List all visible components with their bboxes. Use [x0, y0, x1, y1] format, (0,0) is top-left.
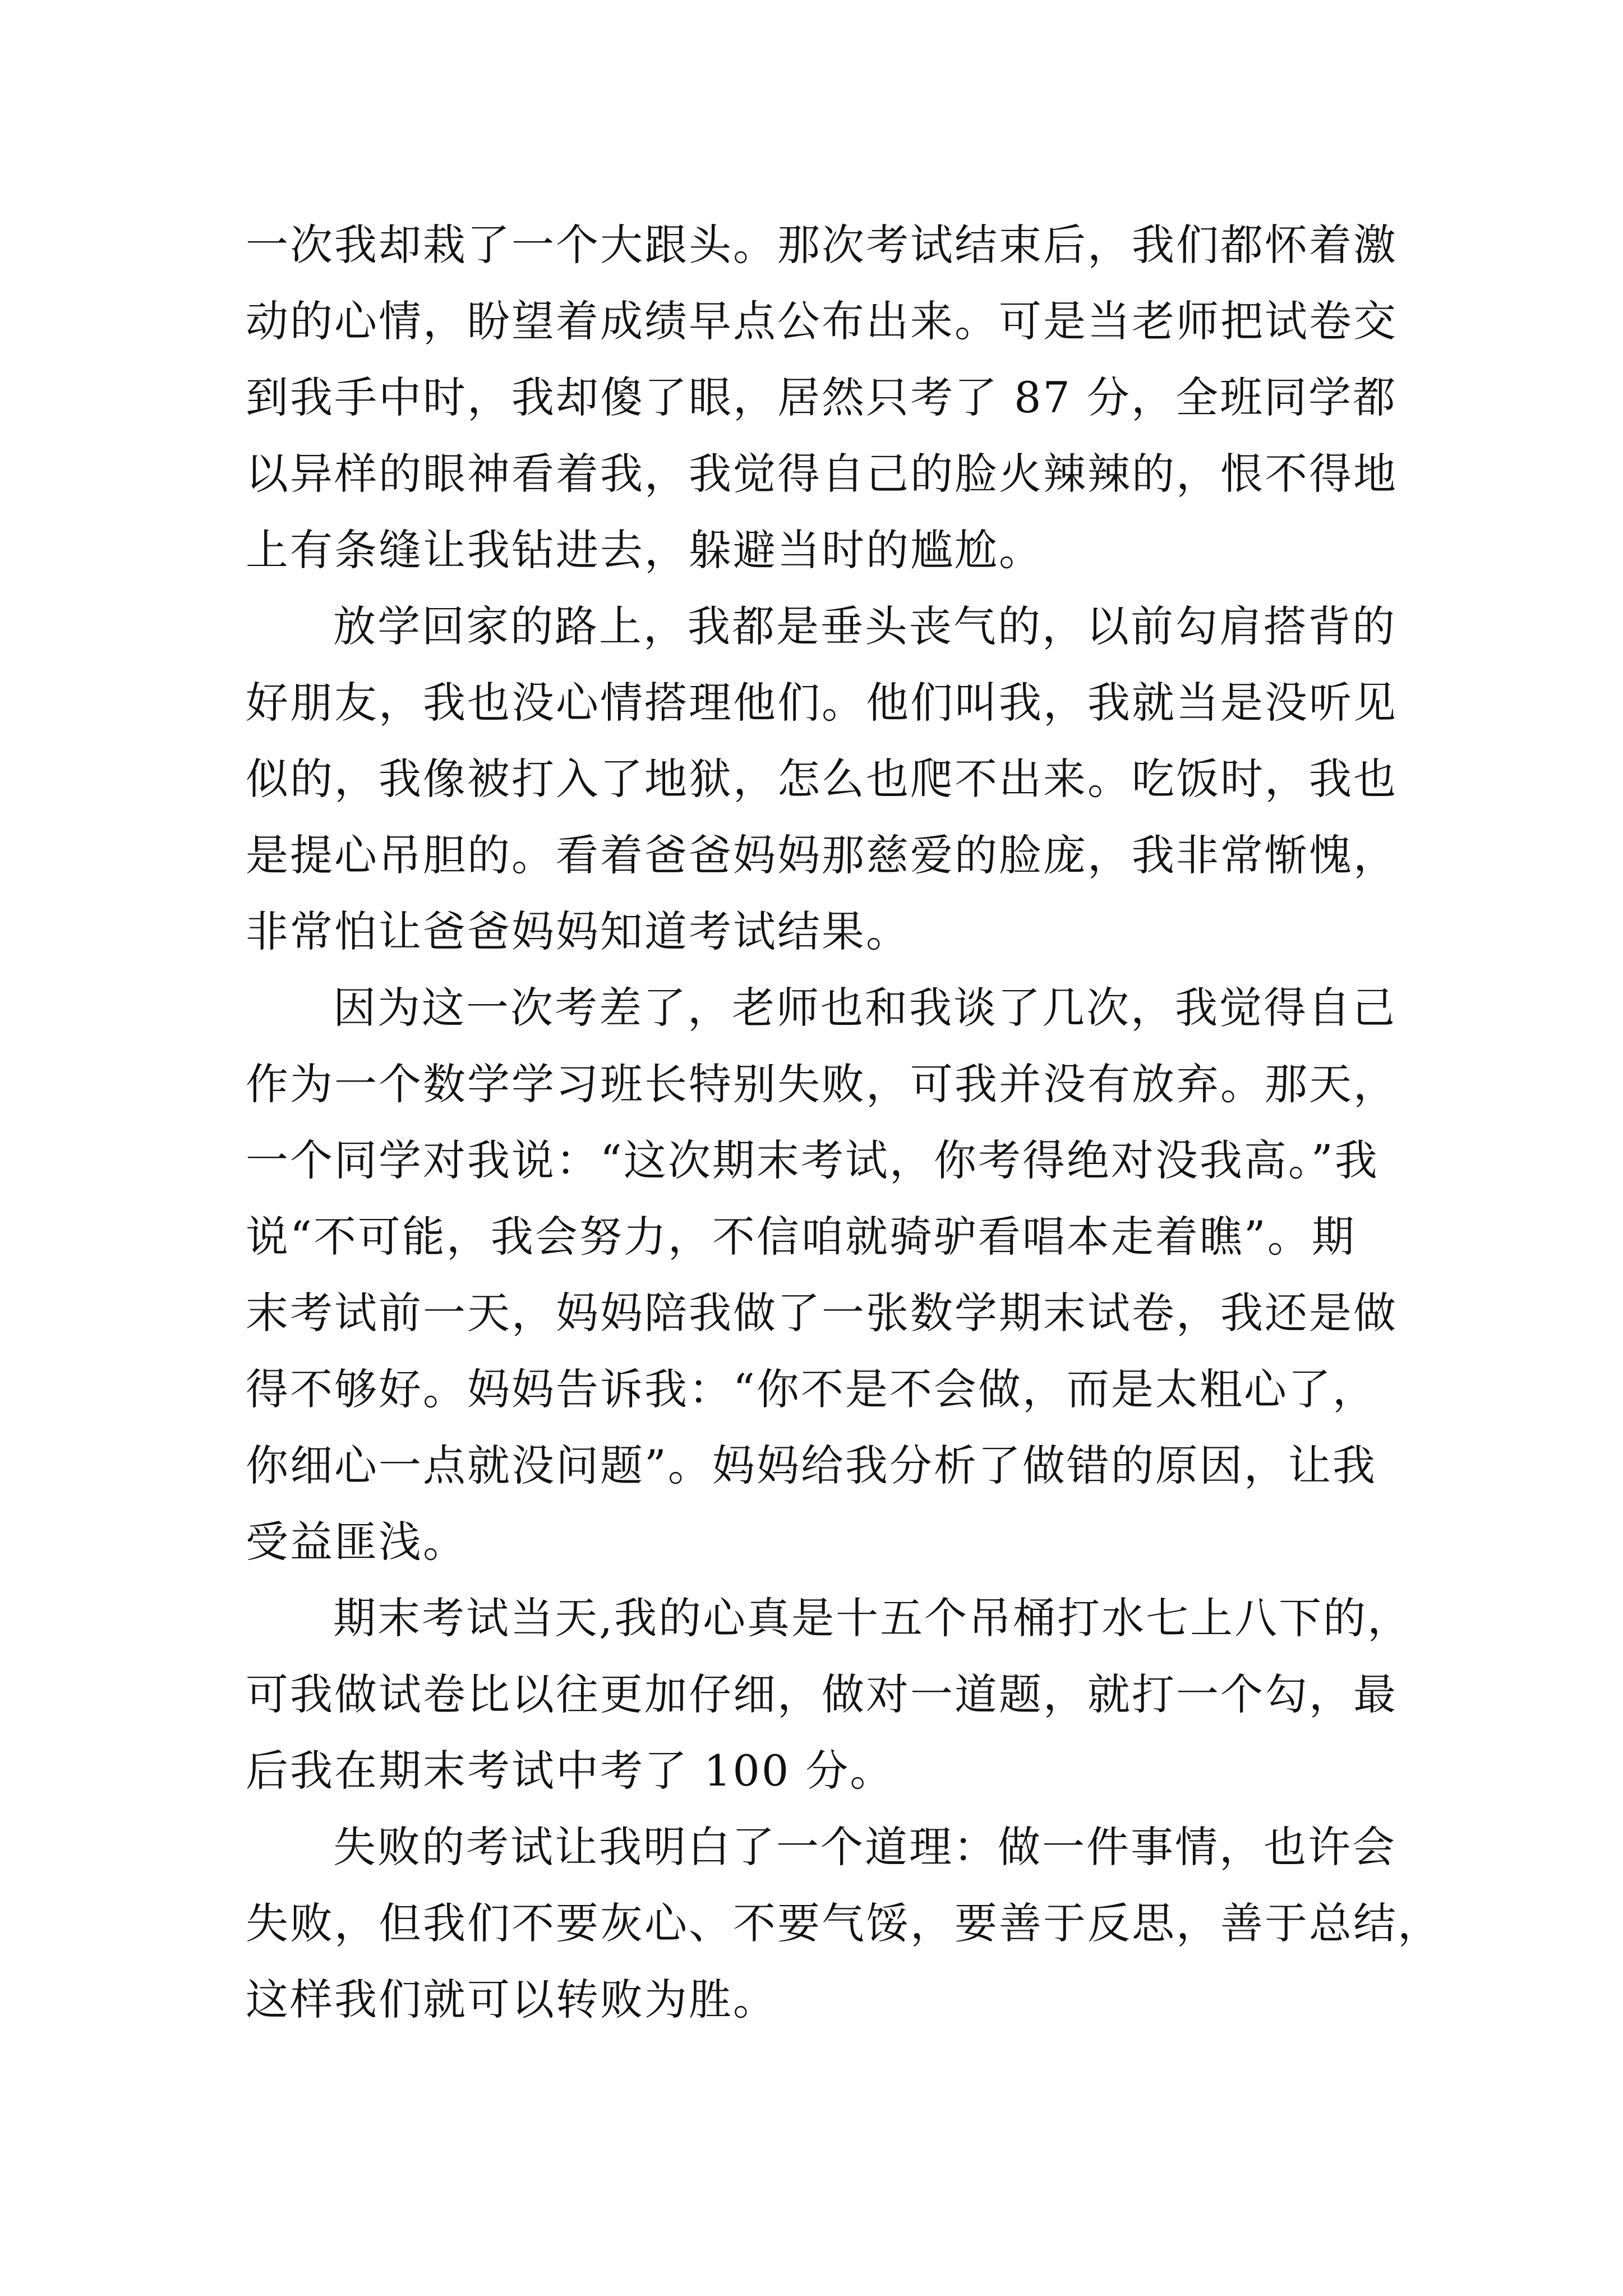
paragraph-3: [246, 970, 1398, 1580]
text-line: 可我做试卷比以往更加仔细，做对一道题，就打一个勾，最: [246, 1669, 1398, 1719]
text-line: 一个同学对我说：“这次期末考试，你考得绝对没我高。”我: [246, 1135, 1379, 1185]
text-line: 失败的考试让我明白了一个道理：做一件事情，也许会: [333, 1822, 1396, 1872]
paragraph-2: [246, 588, 1398, 970]
text-line: 作为一个数学学习班长特别失败，可我并没有放弃。那天，: [246, 1059, 1398, 1109]
text-line: 失败，但我们不要灰心、不要气馁，要善于反思，善于总结，: [246, 1898, 1442, 1948]
paragraph-1: [246, 207, 1398, 588]
text-line: 放学回家的路上，我都是垂头丧气的，以前勾肩搭背的: [333, 601, 1396, 651]
text-line: 是提心吊胆的。看着爸爸妈妈那慈爱的脸庞，我非常惭愧，: [246, 830, 1398, 880]
text-line: 好朋友，我也没心情搭理他们。他们叫我，我就当是没听见: [246, 678, 1398, 728]
text-line: 到我手中时，我却傻了眼，居然只考了 87 分，全班同学都: [246, 372, 1398, 422]
essay-body: [246, 207, 1442, 2038]
text-line: 受益匪浅。: [246, 1517, 467, 1567]
text-line: 以异样的眼神看着我，我觉得自己的脸火辣辣的，恨不得地: [246, 449, 1398, 499]
text-line: 末考试前一天，妈妈陪我做了一张数学期末试卷，我还是做: [246, 1288, 1398, 1338]
paragraph-5: [246, 1809, 1442, 2038]
text-line: 说“不可能，我会努力，不信咱就骑驴看唱本走着瞧”。期: [246, 1212, 1356, 1262]
text-line: 似的，我像被打入了地狱，怎么也爬不出来。吃饭时，我也: [246, 754, 1398, 804]
text-line: 这样我们就可以转败为胜。: [246, 1975, 777, 2024]
text-line: 一次我却栽了一个大跟头。那次考试结束后，我们都怀着激: [246, 220, 1398, 270]
text-line: 得不够好。妈妈告诉我：“你不是不会做，而是太粗心了，: [246, 1364, 1377, 1414]
paragraph-4: [246, 1580, 1412, 1809]
text-line: 因为这一次考差了，老师也和我谈了几次，我觉得自己: [333, 983, 1396, 1033]
text-line: 非常怕让爸爸妈妈知道考试结果。: [246, 907, 910, 956]
text-line: 上有条缝让我钻进去，躲避当时的尴尬。: [246, 525, 1043, 575]
text-line: 动的心情，盼望着成绩早点公布出来。可是当老师把试卷交: [246, 296, 1398, 346]
text-line: 期末考试当天,我的心真是十五个吊桶打水七上八下的，: [333, 1593, 1412, 1643]
text-line: 你细心一点就没问题”。妈妈给我分析了做错的原因，让我: [246, 1441, 1377, 1490]
text-line: 后我在期末考试中考了 100 分。: [246, 1746, 895, 1796]
